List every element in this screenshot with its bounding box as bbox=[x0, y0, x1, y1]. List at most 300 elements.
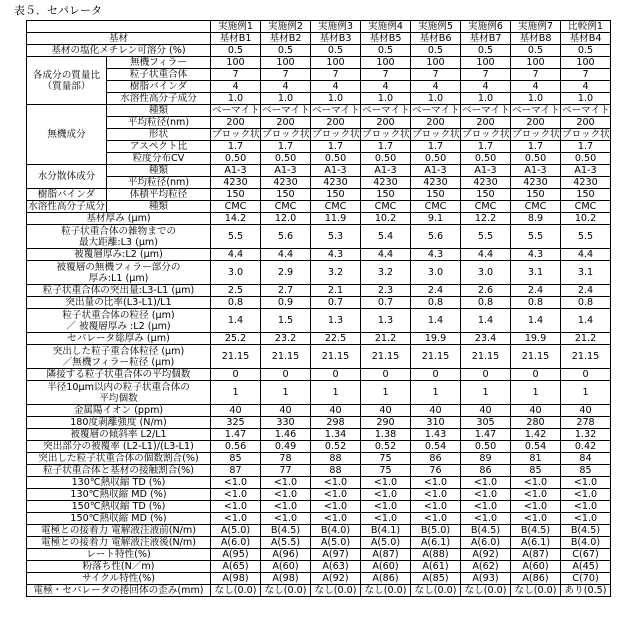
cell-value: A(45) bbox=[561, 561, 611, 573]
cell-value: 1.0 bbox=[461, 93, 511, 105]
cell-value: CMC bbox=[461, 201, 511, 213]
row-label bbox=[27, 429, 211, 441]
cell-value: A(65) bbox=[211, 561, 261, 573]
row-label-line: 半径10μm以内の粒子状重合体の bbox=[47, 382, 190, 393]
row-label-line: ／無機フィラー粒径 (μm) bbox=[63, 357, 175, 368]
cell-value: 4230 bbox=[411, 177, 461, 189]
cell-value: 0.54 bbox=[511, 441, 561, 453]
cell-value: 4.4 bbox=[261, 249, 311, 261]
row-label-line: 電極・セパレータの捲回体の歪み(mm) bbox=[33, 585, 203, 596]
row-label-line: 130℃熱収縮 TD (%) bbox=[72, 477, 166, 488]
row-label-line: 基材の塩化メチレン可溶分 (%) bbox=[51, 45, 185, 56]
cell-value: 200 bbox=[511, 117, 561, 129]
cell-value: 290 bbox=[361, 417, 411, 429]
cell-value: 1.4 bbox=[561, 309, 611, 333]
cell-value: 1 bbox=[361, 381, 411, 405]
cell-value: 0.7 bbox=[361, 297, 411, 309]
row-label bbox=[27, 261, 211, 285]
cell-value: 1.7 bbox=[511, 141, 561, 153]
cell-value: 4.3 bbox=[511, 249, 561, 261]
cell-value: ベーマイト bbox=[261, 105, 311, 117]
cell-value: 19.9 bbox=[411, 333, 461, 345]
cell-value: 0.50 bbox=[511, 153, 561, 165]
table-row bbox=[27, 429, 611, 441]
cell-value: 7 bbox=[411, 69, 461, 81]
cell-value: A(5.0) bbox=[311, 537, 361, 549]
cell-value: 78 bbox=[261, 453, 311, 465]
table-row bbox=[27, 585, 611, 597]
cell-value: 1 bbox=[411, 381, 461, 405]
sub-label: 平均粒径(nm) bbox=[107, 177, 211, 189]
cell-value: 150 bbox=[361, 189, 411, 201]
cell-value: ベーマイト bbox=[311, 105, 361, 117]
cell-value: 1.0 bbox=[311, 93, 361, 105]
cell-value: <1.0 bbox=[311, 477, 361, 489]
cell-value: 1.0 bbox=[261, 93, 311, 105]
row-label-line: 突出した粒子状重合体の個数割合(%) bbox=[38, 453, 199, 464]
cell-value: 4230 bbox=[511, 177, 561, 189]
cell-value: A(63) bbox=[311, 561, 361, 573]
cell-value: <1.0 bbox=[211, 477, 261, 489]
table-row bbox=[27, 81, 611, 93]
cell-value: 12.0 bbox=[261, 213, 311, 225]
row-label bbox=[27, 345, 211, 369]
cell-value: 89 bbox=[461, 453, 511, 465]
sub-label: 種類 bbox=[107, 165, 211, 177]
cell-value: <1.0 bbox=[261, 489, 311, 501]
row-label bbox=[27, 561, 211, 573]
sub-label: 形状 bbox=[107, 129, 211, 141]
cell-value: 7 bbox=[461, 69, 511, 81]
sub-label: 体積平均粒径 bbox=[107, 189, 211, 201]
cell-value: 0.5 bbox=[461, 45, 511, 57]
cell-value: 1.3 bbox=[361, 309, 411, 333]
cell-value: 7 bbox=[511, 69, 561, 81]
cell-value: 200 bbox=[561, 117, 611, 129]
cell-value: 4 bbox=[411, 81, 461, 93]
cell-value: 325 bbox=[211, 417, 261, 429]
cell-value: A(60) bbox=[261, 561, 311, 573]
cell-value: 4 bbox=[561, 81, 611, 93]
cell-value: A(86) bbox=[361, 573, 411, 585]
cell-value: A(92) bbox=[311, 573, 361, 585]
cell-value: 1.0 bbox=[561, 93, 611, 105]
cell-value: A(97) bbox=[311, 549, 361, 561]
cell-value: 4 bbox=[261, 81, 311, 93]
cell-value: 0.52 bbox=[361, 441, 411, 453]
cell-value: 1 bbox=[511, 381, 561, 405]
cell-value: <1.0 bbox=[411, 477, 461, 489]
cell-value: 7 bbox=[261, 69, 311, 81]
table-row bbox=[27, 309, 611, 333]
table-row bbox=[27, 369, 611, 381]
cell-value: <1.0 bbox=[211, 501, 261, 513]
cell-value: A(61) bbox=[411, 561, 461, 573]
cell-value: 21.15 bbox=[211, 345, 261, 369]
cell-value: 2.7 bbox=[261, 285, 311, 297]
cell-value: A1-3 bbox=[261, 165, 311, 177]
cell-value: 0 bbox=[511, 369, 561, 381]
cell-value: 40 bbox=[511, 405, 561, 417]
base-header: 基材B2 bbox=[261, 33, 311, 45]
cell-value: A1-3 bbox=[511, 165, 561, 177]
cell-value: 21.15 bbox=[561, 345, 611, 369]
row-label bbox=[27, 381, 211, 405]
cell-value: B(4.0) bbox=[311, 525, 361, 537]
table-row bbox=[27, 477, 611, 489]
cell-value: 4230 bbox=[211, 177, 261, 189]
row-label bbox=[27, 477, 211, 489]
row-label-line: 厚み:L1 (μm) bbox=[89, 273, 149, 284]
row-label-line: サイクル特性(%) bbox=[82, 573, 155, 584]
cell-value: 88 bbox=[311, 465, 361, 477]
cell-value: 1.47 bbox=[461, 429, 511, 441]
example-header: 実施例1 bbox=[211, 21, 261, 33]
example-header: 実施例5 bbox=[411, 21, 461, 33]
cell-value: A1-3 bbox=[411, 165, 461, 177]
cell-value: 4 bbox=[461, 81, 511, 93]
table-row bbox=[27, 297, 611, 309]
row-label-line: 150℃熱収縮 MD (%) bbox=[70, 513, 166, 524]
cell-value: 150 bbox=[261, 189, 311, 201]
cell-value: 1.0 bbox=[411, 93, 461, 105]
cell-value: 0.49 bbox=[261, 441, 311, 453]
table-row bbox=[27, 453, 611, 465]
cell-value: 310 bbox=[411, 417, 461, 429]
row-label-line: 電極との接着力 電解液注液後(N/m) bbox=[41, 537, 196, 548]
cell-value: 0 bbox=[311, 369, 361, 381]
row-label bbox=[27, 513, 211, 525]
row-label bbox=[27, 45, 211, 57]
cell-value: A(5.0) bbox=[211, 525, 261, 537]
cell-value: A(6.1) bbox=[511, 537, 561, 549]
cell-value: 10.2 bbox=[361, 213, 411, 225]
table-row bbox=[27, 249, 611, 261]
cell-value: 1.0 bbox=[211, 93, 261, 105]
cell-value: 5.6 bbox=[411, 225, 461, 249]
cell-value: 40 bbox=[211, 405, 261, 417]
cell-value: 1.4 bbox=[411, 309, 461, 333]
cell-value: <1.0 bbox=[561, 477, 611, 489]
row-label bbox=[27, 297, 211, 309]
cell-value: 23.2 bbox=[261, 333, 311, 345]
cell-value: <1.0 bbox=[311, 489, 361, 501]
cell-value: ブロック状 bbox=[411, 129, 461, 141]
table-row bbox=[27, 489, 611, 501]
cell-value: 0 bbox=[561, 369, 611, 381]
cell-value: 4.4 bbox=[561, 249, 611, 261]
cell-value: A(5.5) bbox=[261, 537, 311, 549]
row-label-line: 粒子状重合体と基材の接触割合(%) bbox=[43, 465, 194, 476]
base-header: 基材B8 bbox=[511, 33, 561, 45]
group-label bbox=[27, 201, 107, 213]
cell-value: 0.50 bbox=[461, 153, 511, 165]
cell-value: 4.4 bbox=[361, 249, 411, 261]
table-row bbox=[27, 153, 611, 165]
cell-value: 0.8 bbox=[411, 297, 461, 309]
table-row bbox=[27, 549, 611, 561]
cell-value: 21.2 bbox=[361, 333, 411, 345]
cell-value: A(98) bbox=[211, 573, 261, 585]
cell-value: 21.15 bbox=[461, 345, 511, 369]
cell-value: <1.0 bbox=[261, 513, 311, 525]
cell-value: A(6.0) bbox=[211, 537, 261, 549]
table-row bbox=[27, 177, 611, 189]
cell-value: <1.0 bbox=[361, 513, 411, 525]
cell-value: 1.7 bbox=[561, 141, 611, 153]
cell-value: 0.8 bbox=[511, 297, 561, 309]
cell-value: 0.5 bbox=[311, 45, 361, 57]
cell-value: <1.0 bbox=[211, 489, 261, 501]
group-label bbox=[27, 105, 107, 165]
cell-value: ベーマイト bbox=[461, 105, 511, 117]
row-label bbox=[27, 453, 211, 465]
cell-value: A1-3 bbox=[561, 165, 611, 177]
cell-value: A(86) bbox=[511, 573, 561, 585]
table-row bbox=[27, 405, 611, 417]
sub-label: 粒度分布CV bbox=[107, 153, 211, 165]
group-label bbox=[27, 189, 107, 201]
cell-value: 40 bbox=[261, 405, 311, 417]
cell-value: 1 bbox=[311, 381, 361, 405]
cell-value: A1-3 bbox=[311, 165, 361, 177]
cell-value: <1.0 bbox=[561, 489, 611, 501]
cell-value: 2.9 bbox=[261, 261, 311, 285]
cell-value: 3.2 bbox=[311, 261, 361, 285]
table-row bbox=[27, 513, 611, 525]
table-row bbox=[27, 225, 611, 249]
cell-value: B(4.5) bbox=[511, 525, 561, 537]
cell-value: 40 bbox=[561, 405, 611, 417]
cell-value: <1.0 bbox=[461, 477, 511, 489]
cell-value: ブロック状 bbox=[361, 129, 411, 141]
cell-value: 0.54 bbox=[411, 441, 461, 453]
table-row bbox=[27, 573, 611, 585]
table-row bbox=[27, 213, 611, 225]
table-caption: 表５．セパレータ bbox=[14, 4, 102, 18]
cell-value: <1.0 bbox=[411, 489, 461, 501]
cell-value: なし(0.0) bbox=[461, 585, 511, 597]
cell-value: 88 bbox=[311, 453, 361, 465]
cell-value: 3.0 bbox=[461, 261, 511, 285]
cell-value: 22.5 bbox=[311, 333, 361, 345]
cell-value: <1.0 bbox=[461, 501, 511, 513]
cell-value: A(93) bbox=[461, 573, 511, 585]
cell-value: あり(0.5) bbox=[561, 585, 611, 597]
row-label bbox=[27, 573, 211, 585]
cell-value: 1.7 bbox=[411, 141, 461, 153]
cell-value: なし(0.0) bbox=[361, 585, 411, 597]
cell-value: 14.2 bbox=[211, 213, 261, 225]
cell-value: 4 bbox=[311, 81, 361, 93]
cell-value: 4 bbox=[511, 81, 561, 93]
cell-value: 21.2 bbox=[561, 333, 611, 345]
example-header: 実施例2 bbox=[261, 21, 311, 33]
cell-value: 0.50 bbox=[361, 153, 411, 165]
cell-value: A1-3 bbox=[461, 165, 511, 177]
cell-value: 5.4 bbox=[361, 225, 411, 249]
cell-value: 200 bbox=[411, 117, 461, 129]
table-row bbox=[27, 105, 611, 117]
cell-value: 1.3 bbox=[311, 309, 361, 333]
cell-value: 86 bbox=[461, 465, 511, 477]
table-row bbox=[27, 537, 611, 549]
cell-value: 0.50 bbox=[261, 153, 311, 165]
cell-value: 1.34 bbox=[311, 429, 361, 441]
cell-value: 84 bbox=[561, 453, 611, 465]
base-header: 基材B1 bbox=[211, 33, 261, 45]
row-label bbox=[27, 489, 211, 501]
cell-value: 1.4 bbox=[211, 309, 261, 333]
row-label-line: 粒子状重合体の粒径 (μm) bbox=[62, 310, 174, 321]
example-header: 比較例1 bbox=[561, 21, 611, 33]
cell-value: 1.42 bbox=[511, 429, 561, 441]
cell-value: 0 bbox=[461, 369, 511, 381]
cell-value: なし(0.0) bbox=[411, 585, 461, 597]
cell-value: 4.3 bbox=[411, 249, 461, 261]
cell-value: A(87) bbox=[361, 549, 411, 561]
cell-value: 1.4 bbox=[461, 309, 511, 333]
cell-value: なし(0.0) bbox=[261, 585, 311, 597]
cell-value: 200 bbox=[461, 117, 511, 129]
row-label-line: 被覆層の傾斜率 L2/L1 bbox=[70, 429, 166, 440]
base-label: 基材 bbox=[27, 33, 211, 45]
table-row bbox=[27, 129, 611, 141]
cell-value: 4230 bbox=[311, 177, 361, 189]
cell-value: 1 bbox=[461, 381, 511, 405]
cell-value: 150 bbox=[311, 189, 361, 201]
base-header: 基材B6 bbox=[411, 33, 461, 45]
cell-value: 1 bbox=[261, 381, 311, 405]
table-row bbox=[27, 501, 611, 513]
cell-value: A(98) bbox=[261, 573, 311, 585]
cell-value: 25.2 bbox=[211, 333, 261, 345]
row-label bbox=[27, 285, 211, 297]
cell-value: CMC bbox=[511, 201, 561, 213]
cell-value: 10.2 bbox=[561, 213, 611, 225]
cell-value: 200 bbox=[361, 117, 411, 129]
cell-value: <1.0 bbox=[461, 513, 511, 525]
cell-value: 21.15 bbox=[511, 345, 561, 369]
cell-value: 0.9 bbox=[261, 297, 311, 309]
example-header: 実施例3 bbox=[311, 21, 361, 33]
cell-value: 100 bbox=[411, 57, 461, 69]
row-label-line: ／ 被覆層厚み :L2 (μm) bbox=[66, 321, 170, 332]
cell-value: 2.4 bbox=[411, 285, 461, 297]
row-label-line: 180度剥離強度 (N/m) bbox=[70, 417, 167, 428]
row-label bbox=[27, 309, 211, 333]
table-row bbox=[27, 345, 611, 369]
row-label-line: 粉落ち性(N／m) bbox=[83, 561, 155, 572]
sub-label: 粒子状重合体 bbox=[107, 69, 211, 81]
group-label-line: 樹脂バインダ bbox=[38, 189, 95, 200]
cell-value: ベーマイト bbox=[211, 105, 261, 117]
cell-value: B(5.0) bbox=[411, 525, 461, 537]
cell-value: A(5.0) bbox=[361, 537, 411, 549]
cell-value: 1.7 bbox=[311, 141, 361, 153]
cell-value: A(92) bbox=[461, 549, 511, 561]
cell-value: 150 bbox=[211, 189, 261, 201]
cell-value: B(4.1) bbox=[361, 525, 411, 537]
cell-value: 21.15 bbox=[311, 345, 361, 369]
cell-value: ベーマイト bbox=[561, 105, 611, 117]
cell-value: <1.0 bbox=[411, 513, 461, 525]
cell-value: 1.38 bbox=[361, 429, 411, 441]
cell-value: 40 bbox=[461, 405, 511, 417]
cell-value: 305 bbox=[461, 417, 511, 429]
cell-value: 298 bbox=[311, 417, 361, 429]
cell-value: 0.50 bbox=[311, 153, 361, 165]
cell-value: 86 bbox=[411, 453, 461, 465]
cell-value: 12.2 bbox=[461, 213, 511, 225]
cell-value: 40 bbox=[361, 405, 411, 417]
cell-value: 4.4 bbox=[461, 249, 511, 261]
cell-value: <1.0 bbox=[461, 489, 511, 501]
row-label bbox=[27, 585, 211, 597]
row-label-line: 150℃熱収縮 TD (%) bbox=[72, 501, 166, 512]
cell-value: <1.0 bbox=[561, 513, 611, 525]
cell-value: <1.0 bbox=[511, 477, 561, 489]
cell-value: ベーマイト bbox=[361, 105, 411, 117]
cell-value: ブロック状 bbox=[311, 129, 361, 141]
cell-value: 0.50 bbox=[211, 153, 261, 165]
cell-value: 3.2 bbox=[361, 261, 411, 285]
cell-value: 4 bbox=[361, 81, 411, 93]
cell-value: B(4.5) bbox=[261, 525, 311, 537]
row-label-line: 突出量の比率(L3-L1)/L1 bbox=[65, 297, 171, 308]
cell-value: A(87) bbox=[511, 549, 561, 561]
cell-value: 5.3 bbox=[311, 225, 361, 249]
cell-value: 100 bbox=[311, 57, 361, 69]
cell-value: 2.6 bbox=[461, 285, 511, 297]
base-header: 基材B5 bbox=[361, 33, 411, 45]
cell-value: 100 bbox=[461, 57, 511, 69]
cell-value: 5.6 bbox=[261, 225, 311, 249]
cell-value: CMC bbox=[561, 201, 611, 213]
cell-value: 0.52 bbox=[311, 441, 361, 453]
sub-label: 樹脂バインダ bbox=[107, 81, 211, 93]
cell-value: なし(0.0) bbox=[311, 585, 361, 597]
cell-value: 280 bbox=[511, 417, 561, 429]
row-label-line: 隣接する粒子状重合体の平均個数 bbox=[47, 369, 191, 380]
sub-label: 種類 bbox=[107, 105, 211, 117]
cell-value: 85 bbox=[511, 465, 561, 477]
cell-value: 7 bbox=[211, 69, 261, 81]
table-row bbox=[27, 141, 611, 153]
cell-value: 1.0 bbox=[511, 93, 561, 105]
cell-value: 5.5 bbox=[461, 225, 511, 249]
row-label bbox=[27, 225, 211, 249]
header-row-examples bbox=[27, 21, 611, 33]
row-label-line: 基材厚み (μm) bbox=[86, 213, 150, 224]
table-row bbox=[27, 165, 611, 177]
table-row bbox=[27, 117, 611, 129]
table-row bbox=[27, 525, 611, 537]
cell-value: 21.15 bbox=[261, 345, 311, 369]
cell-value: A(85) bbox=[411, 573, 461, 585]
cell-value: 76 bbox=[411, 465, 461, 477]
cell-value: A(88) bbox=[411, 549, 461, 561]
cell-value: CMC bbox=[361, 201, 411, 213]
cell-value: 150 bbox=[461, 189, 511, 201]
cell-value: 1.7 bbox=[361, 141, 411, 153]
cell-value: 2.4 bbox=[511, 285, 561, 297]
group-label-line: 水分散体成分 bbox=[38, 171, 96, 182]
cell-value: 0.5 bbox=[361, 45, 411, 57]
cell-value: 7 bbox=[361, 69, 411, 81]
cell-value: 4230 bbox=[561, 177, 611, 189]
header-blank bbox=[27, 21, 211, 33]
